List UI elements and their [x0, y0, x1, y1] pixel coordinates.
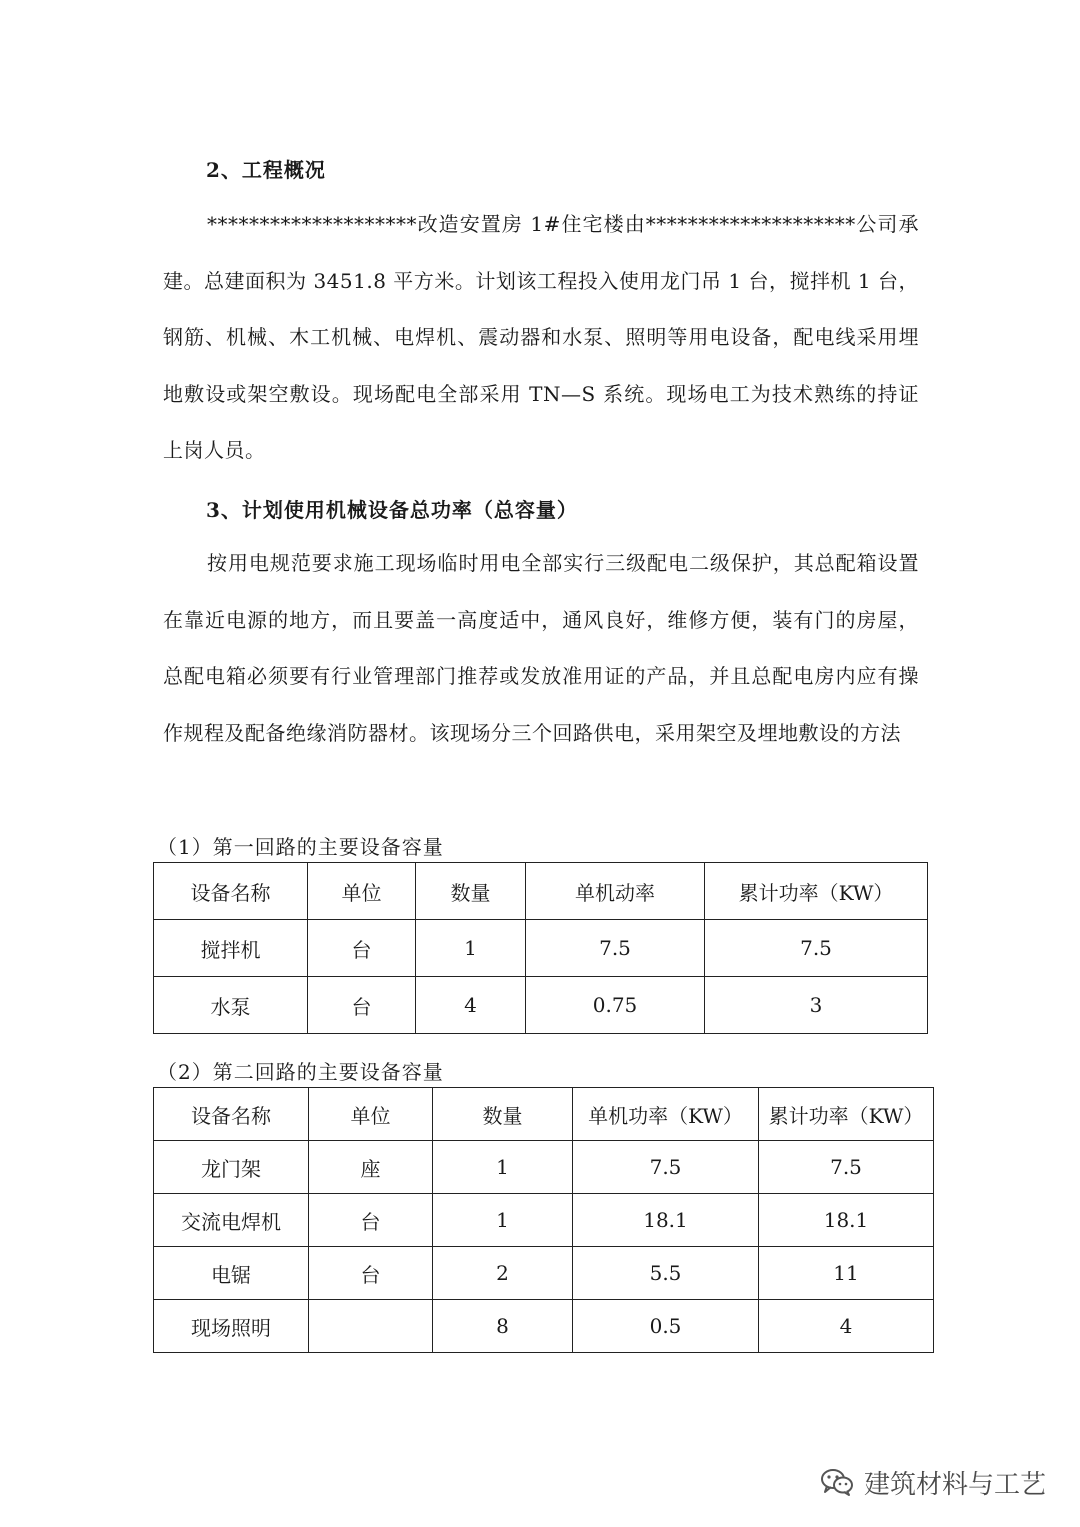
- header-cell: 累计功率（KW）: [759, 1088, 934, 1141]
- table-cell: 现场照明: [154, 1300, 309, 1353]
- table-cell: 18.1: [759, 1194, 934, 1247]
- header-cell: 单机功率（KW）: [573, 1088, 759, 1141]
- table-header-row: [154, 1088, 934, 1141]
- table-cell: 7.5: [759, 1141, 934, 1194]
- section-2-paragraph: ********************改造安置房 1#住宅楼由********************公司承建。总建面积为 3451.8 平方米。计划该工程投入使用龙门吊 1 台，搅拌机 1 台，钢筋、机械、木工机械、电焊机、震动器和水泵、照明等用电设备，配电线采用埋地敷设或架空敷设。现场配电全部采用 TN—S 系统。现场电工为技术熟练的持证上岗人员。: [163, 212, 919, 462]
- table-cell: 龙门架: [154, 1141, 309, 1194]
- header-cell: 单位: [308, 863, 416, 920]
- table-cell: 水泵: [154, 977, 308, 1034]
- table-cell: 1: [433, 1194, 573, 1247]
- header-cell: 数量: [433, 1088, 573, 1141]
- watermark-text: 建筑材料与工艺: [864, 1469, 1047, 1500]
- circuit-1-equipment-table: [153, 862, 928, 1034]
- section-3-heading: 3、计划使用机械设备总功率（总容量）: [206, 498, 578, 522]
- header-cell: 单机动率: [526, 863, 705, 920]
- table-cell: 4: [759, 1300, 934, 1353]
- table-cell: [309, 1300, 433, 1353]
- table-cell: 交流电焊机: [154, 1194, 309, 1247]
- table-cell: 7.5: [573, 1141, 759, 1194]
- table-2-caption: （2）第二回路的主要设备容量: [157, 1060, 444, 1084]
- header-cell: 累计功率（KW）: [705, 863, 928, 920]
- table-row: [154, 1141, 934, 1194]
- table-row: [154, 1194, 934, 1247]
- table-cell: 电锯: [154, 1247, 309, 1300]
- table-cell: 11: [759, 1247, 934, 1300]
- table-cell: 台: [309, 1247, 433, 1300]
- table-cell: 座: [309, 1141, 433, 1194]
- table-row: [154, 1247, 934, 1300]
- table-cell: 7.5: [526, 920, 705, 977]
- table-cell: 1: [416, 920, 526, 977]
- section-2-heading: 2、工程概况: [206, 158, 326, 182]
- circuit-2-equipment-table: [153, 1087, 934, 1353]
- table-row: [154, 977, 928, 1034]
- table-cell: 台: [309, 1194, 433, 1247]
- table-cell: 4: [416, 977, 526, 1034]
- table-header-row: [154, 863, 928, 920]
- header-cell: 设备名称: [154, 1088, 309, 1141]
- header-cell: 设备名称: [154, 863, 308, 920]
- table-cell: 台: [308, 977, 416, 1034]
- section-3-paragraph: 按用电规范要求施工现场临时用电全部实行三级配电二级保护，其总配箱设置在靠近电源的地方，而且要盖一高度适中，通风良好，维修方便，装有门的房屋，总配电箱必须要有行业管理部门推荐或发放准用证的产品，并且总配电房内应有操作规程及配备绝缘消防器材。该现场分三个回路供电，采用架空及埋地敷设的方法: [163, 551, 919, 745]
- table-cell: 3: [705, 977, 928, 1034]
- table-cell: 搅拌机: [154, 920, 308, 977]
- table-cell: 7.5: [705, 920, 928, 977]
- table-cell: 台: [308, 920, 416, 977]
- table-cell: 0.5: [573, 1300, 759, 1353]
- table-cell: 18.1: [573, 1194, 759, 1247]
- table-cell: 5.5: [573, 1247, 759, 1300]
- wechat-watermark: [820, 1462, 1046, 1502]
- wechat-icon: [820, 1467, 854, 1497]
- header-cell: 数量: [416, 863, 526, 920]
- table-cell: 2: [433, 1247, 573, 1300]
- table-1-caption: （1）第一回路的主要设备容量: [157, 835, 444, 859]
- table-row: [154, 920, 928, 977]
- table-cell: 1: [433, 1141, 573, 1194]
- table-row: [154, 1300, 934, 1353]
- table-cell: 0.75: [526, 977, 705, 1034]
- table-cell: 8: [433, 1300, 573, 1353]
- header-cell: 单位: [309, 1088, 433, 1141]
